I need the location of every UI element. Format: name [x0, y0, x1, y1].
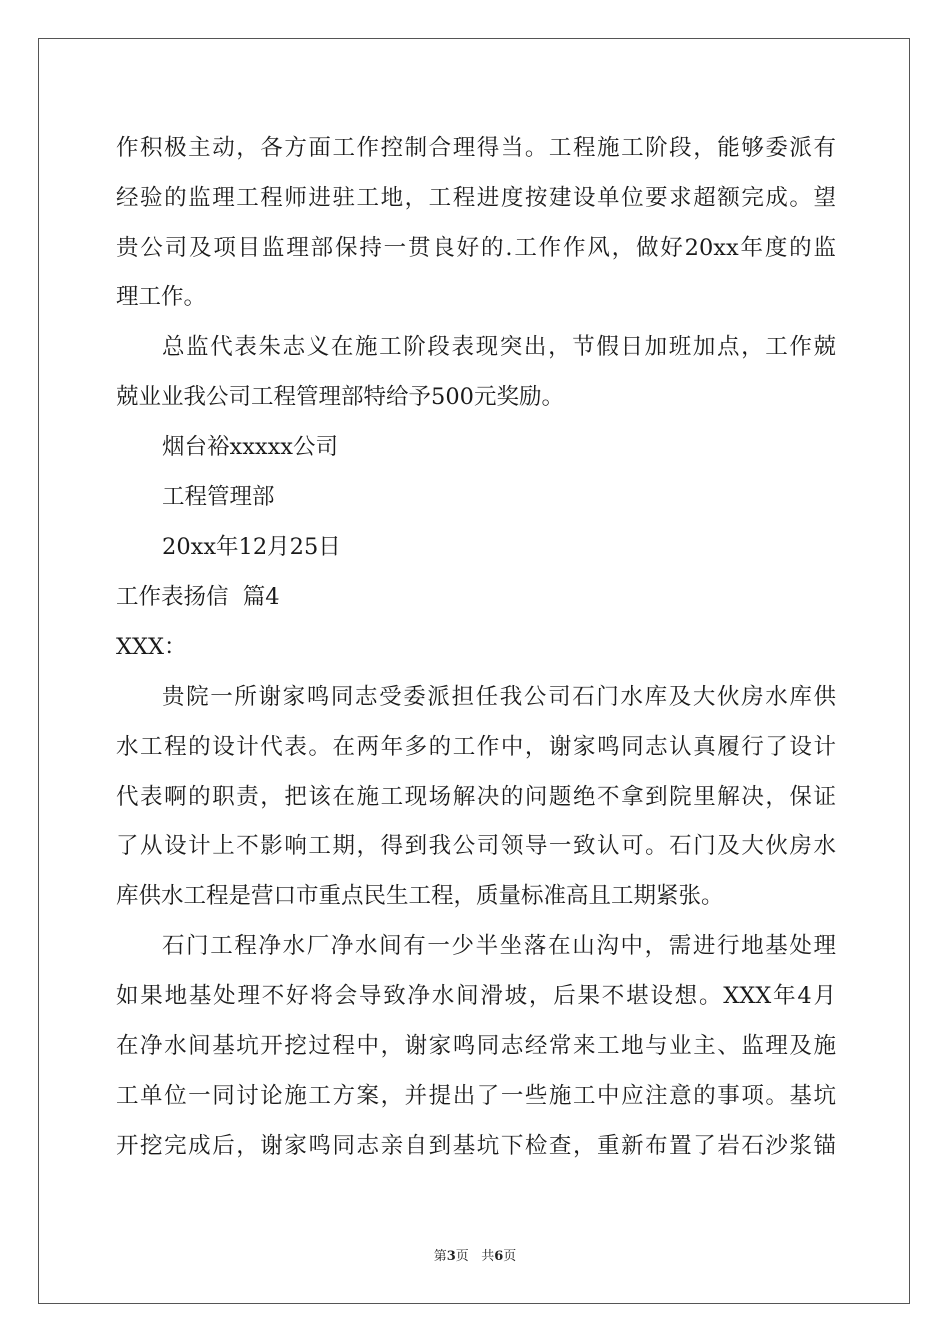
text-line: 如果地基处理不好将会导致净水间滑坡，后果不堪设想。XXX年4月 [116, 983, 836, 1009]
page-suffix: 页 [455, 1249, 469, 1264]
page-current: 3 [446, 1249, 456, 1264]
text-line: 代表啊的职责，把该在施工现场解决的问题绝不拿到院里解决，保证 [116, 784, 836, 810]
page-border [38, 38, 910, 1304]
text-line: 了从设计上不影响工期，得到我公司领导一致认可。石门及大伙房水 [116, 833, 836, 859]
text-line: 开挖完成后，谢家鸣同志亲自到基坑下检查，重新布置了岩石沙浆锚 [116, 1133, 836, 1159]
page-footer [0, 1245, 950, 1264]
text-line: 作积极主动，各方面工作控制合理得当。工程施工阶段，能够委派有 [116, 135, 836, 161]
section-title: 工作表扬信 篇4 [116, 584, 280, 610]
signature-department: 工程管理部 [162, 484, 275, 510]
text-line: 水工程的设计代表。在两年多的工作中，谢家鸣同志认真履行了设计 [116, 734, 836, 760]
text-line: 贵公司及项目监理部保持一贯良好的.工作作风，做好20xx年度的监 [116, 235, 836, 261]
total-suffix: 页 [503, 1249, 517, 1264]
total-prefix: 共 [481, 1249, 495, 1264]
signature-company: 烟台裕xxxxx公司 [162, 434, 338, 460]
text-line: 理工作。 [116, 284, 207, 310]
page-total: 6 [494, 1249, 504, 1264]
page-prefix: 第 [433, 1249, 447, 1264]
text-line: 库供水工程是营口市重点民生工程，质量标准高且工期紧张。 [116, 883, 724, 909]
text-line: 总监代表朱志义在施工阶段表现突出，节假日加班加点，工作兢 [162, 334, 836, 360]
signature-date: 20xx年12月25日 [162, 534, 341, 560]
text-line: 在净水间基坑开挖过程中，谢家鸣同志经常来工地与业主、监理及施 [116, 1033, 836, 1059]
salutation: XXX： [116, 634, 187, 660]
text-line: 工单位一同讨论施工方案，并提出了一些施工中应注意的事项。基坑 [116, 1083, 836, 1109]
text-line: 贵院一所谢家鸣同志受委派担任我公司石门水库及大伙房水库供 [162, 684, 836, 710]
text-line: 石门工程净水厂净水间有一少半坐落在山沟中，需进行地基处理 [162, 933, 836, 959]
text-line: 经验的监理工程师进驻工地，工程进度按建设单位要求超额完成。望 [116, 185, 836, 211]
text-line: 兢业业我公司工程管理部特给予500元奖励。 [116, 384, 564, 410]
